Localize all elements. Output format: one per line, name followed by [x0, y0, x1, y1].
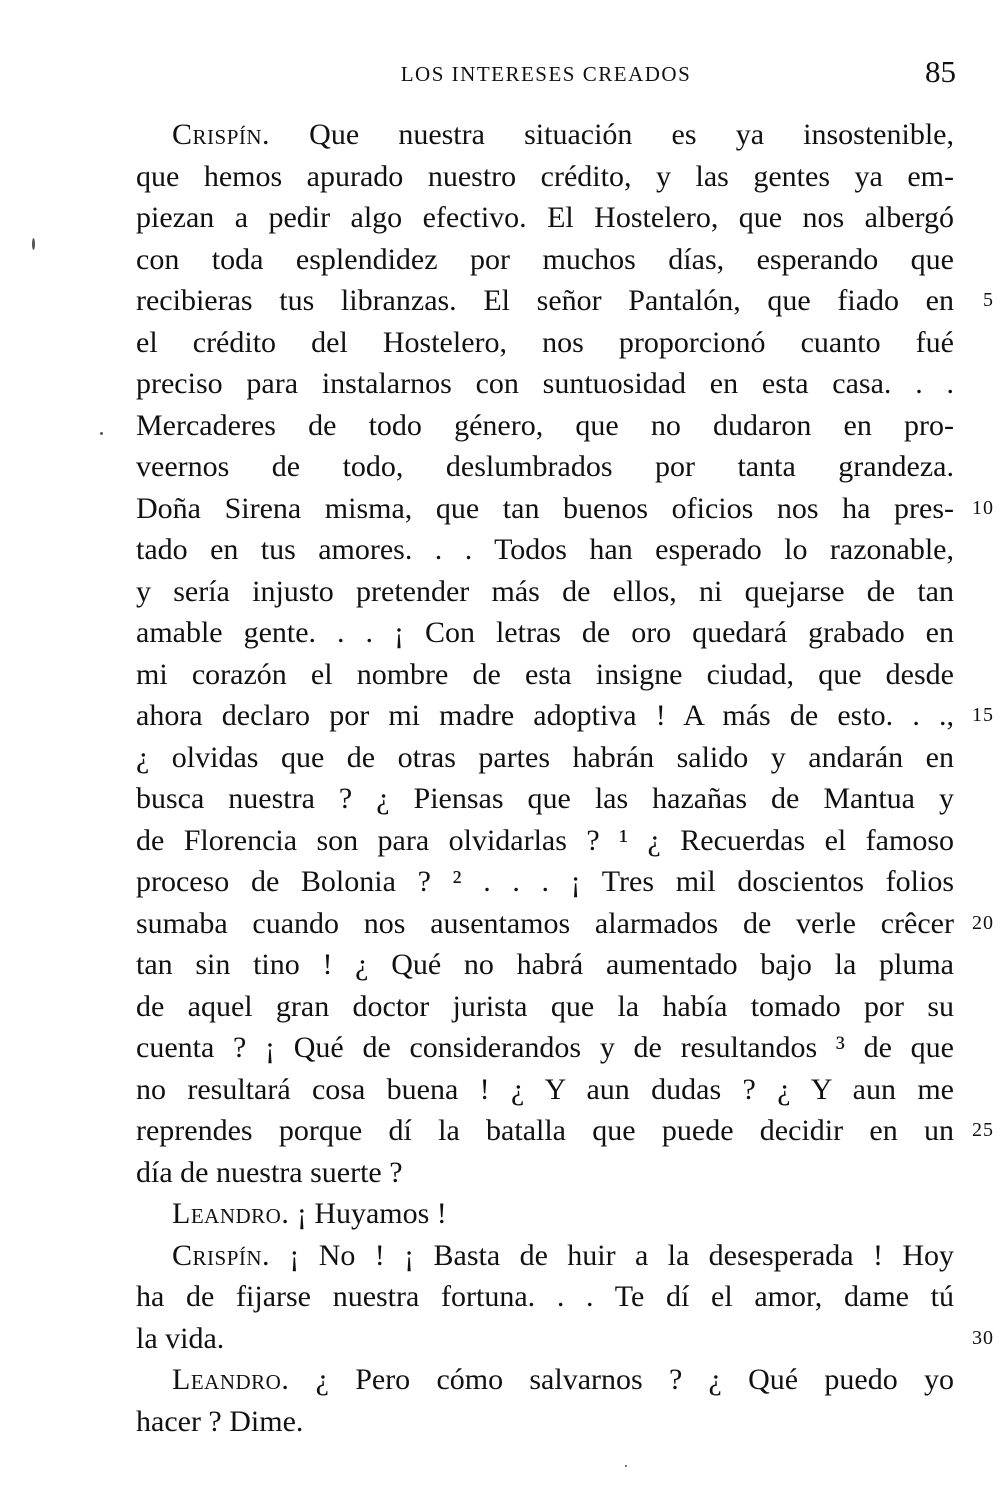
text-line	[136, 197, 954, 239]
text-line	[136, 1401, 954, 1443]
text-line	[136, 571, 954, 613]
line-number: 20	[972, 911, 994, 934]
ink-speck	[32, 238, 35, 250]
line-text: no resultará cosa buena ! ¿ Y aun dudas ? ¿ Y aun me	[136, 1072, 954, 1106]
text-line	[136, 1276, 954, 1318]
line-text: ¿ Pero cómo salvarnos ? ¿ Qué puedo yo	[289, 1363, 954, 1396]
ink-speck	[625, 1465, 627, 1467]
text-line	[136, 363, 954, 405]
line-text: amable gente. . . ¡ Con letras de oro quedará grabado en	[136, 616, 954, 649]
text-line	[136, 1110, 994, 1152]
running-title: LOS INTERESES CREADOS	[400, 62, 692, 86]
speaker-name: Leandro.	[172, 1197, 290, 1230]
line-text: que hemos apurado nuestro crédito, y las gentes ya em-	[136, 159, 954, 193]
line-text: Mercaderes de todo género, que no dudaron en pro-	[136, 408, 954, 442]
text-line	[136, 778, 954, 820]
line-text: Que nuestra situación es ya insostenible,	[270, 118, 954, 151]
line-text: tan sin tino ! ¿ Qué no habrá aumentado bajo la pluma	[136, 948, 954, 981]
line-text: proceso de Bolonia ? ² . . . ¡ Tres mil doscientos folios	[136, 865, 954, 898]
line-text: piezan a pedir algo efectivo. El Hostelero, que nos albergó	[136, 201, 954, 234]
line-number: 30	[972, 1326, 994, 1349]
line-text: busca nuestra ? ¿ Piensas que las hazañas de Mantua y	[136, 782, 954, 815]
line-text: hacer ? Dime.	[136, 1404, 304, 1438]
line-text: ahora declaro por mi madre adoptiva ! A más de esto. . .,	[136, 699, 954, 732]
line-text: reprendes porque dí la batalla que puede decidir en un	[136, 1114, 954, 1147]
text-line	[136, 239, 954, 281]
text-line	[136, 1152, 954, 1194]
text-line	[136, 488, 994, 530]
text-line	[136, 612, 954, 654]
line-text: la vida.	[136, 1321, 225, 1355]
line-number: 5	[983, 289, 994, 311]
text-line	[136, 114, 954, 156]
text-line	[136, 944, 954, 986]
line-text: veernos de todo, deslumbrados por tanta grandeza.	[136, 450, 954, 483]
text-line	[136, 986, 954, 1028]
text-block	[136, 114, 994, 1442]
text-line	[136, 737, 954, 779]
text-line	[136, 529, 954, 571]
text-line	[136, 695, 994, 737]
ink-speck	[100, 432, 103, 435]
text-line	[136, 405, 954, 447]
text-line	[136, 861, 954, 903]
text-line	[136, 654, 954, 696]
text-line	[136, 1235, 954, 1277]
speaker-name: Crispín.	[172, 118, 271, 151]
line-text: mi corazón el nombre de esta insigne ciudad, que desde	[136, 657, 954, 691]
text-line	[136, 820, 954, 862]
text-line	[136, 156, 954, 198]
line-text: ¡ No ! ¡ Basta de huir a la desesperada ! Hoy	[270, 1238, 954, 1272]
line-text: preciso para instalarnos con suntuosidad en esta casa. . .	[136, 367, 954, 400]
text-line	[136, 1318, 994, 1360]
line-number: 15	[972, 704, 994, 726]
line-text: ¿ olvidas que de otras partes habrán salido y andarán en	[136, 740, 954, 774]
line-text: día de nuestra suerte ?	[136, 1155, 403, 1189]
line-number: 10	[972, 496, 994, 519]
line-text: de Florencia son para olvidarlas ? ¹ ¿ Recuerdas el famoso	[136, 823, 954, 857]
text-line	[136, 1359, 954, 1401]
text-line	[136, 903, 994, 945]
line-text: Doña Sirena misma, que tan buenos oficios nos ha pres-	[136, 491, 954, 525]
speaker-name: Leandro.	[172, 1363, 290, 1396]
line-text: ha de fijarse nuestra fortuna. . . Te dí el amor, dame tú	[136, 1280, 954, 1313]
line-text: recibieras tus libranzas. El señor Pantalón, que fiado en	[136, 284, 954, 317]
text-line	[136, 1027, 954, 1069]
line-text: ¡ Huyamos !	[289, 1197, 447, 1230]
page-number: 85	[925, 54, 956, 89]
running-head	[136, 54, 956, 94]
text-line	[136, 322, 954, 364]
text-line	[136, 1193, 954, 1235]
line-text: el crédito del Hostelero, nos proporcionó cuanto fué	[136, 325, 954, 359]
line-number: 25	[972, 1119, 994, 1141]
text-line	[136, 280, 994, 322]
line-text: y sería injusto pretender más de ellos, ni quejarse de tan	[136, 574, 954, 608]
line-text: con toda esplendidez por muchos días, esperando que	[136, 242, 954, 276]
line-text: de aquel gran doctor jurista que la había tomado por su	[136, 989, 954, 1023]
line-text: sumaba cuando nos ausentamos alarmados de verle crêcer	[136, 906, 954, 940]
line-text: cuenta ? ¡ Qué de considerandos y de resultandos ³ de que	[136, 1031, 954, 1064]
speaker-name: Crispín.	[172, 1238, 271, 1272]
line-text: tado en tus amores. . . Todos han esperado lo razonable,	[136, 533, 954, 566]
text-line	[136, 446, 954, 488]
text-line	[136, 1069, 954, 1111]
